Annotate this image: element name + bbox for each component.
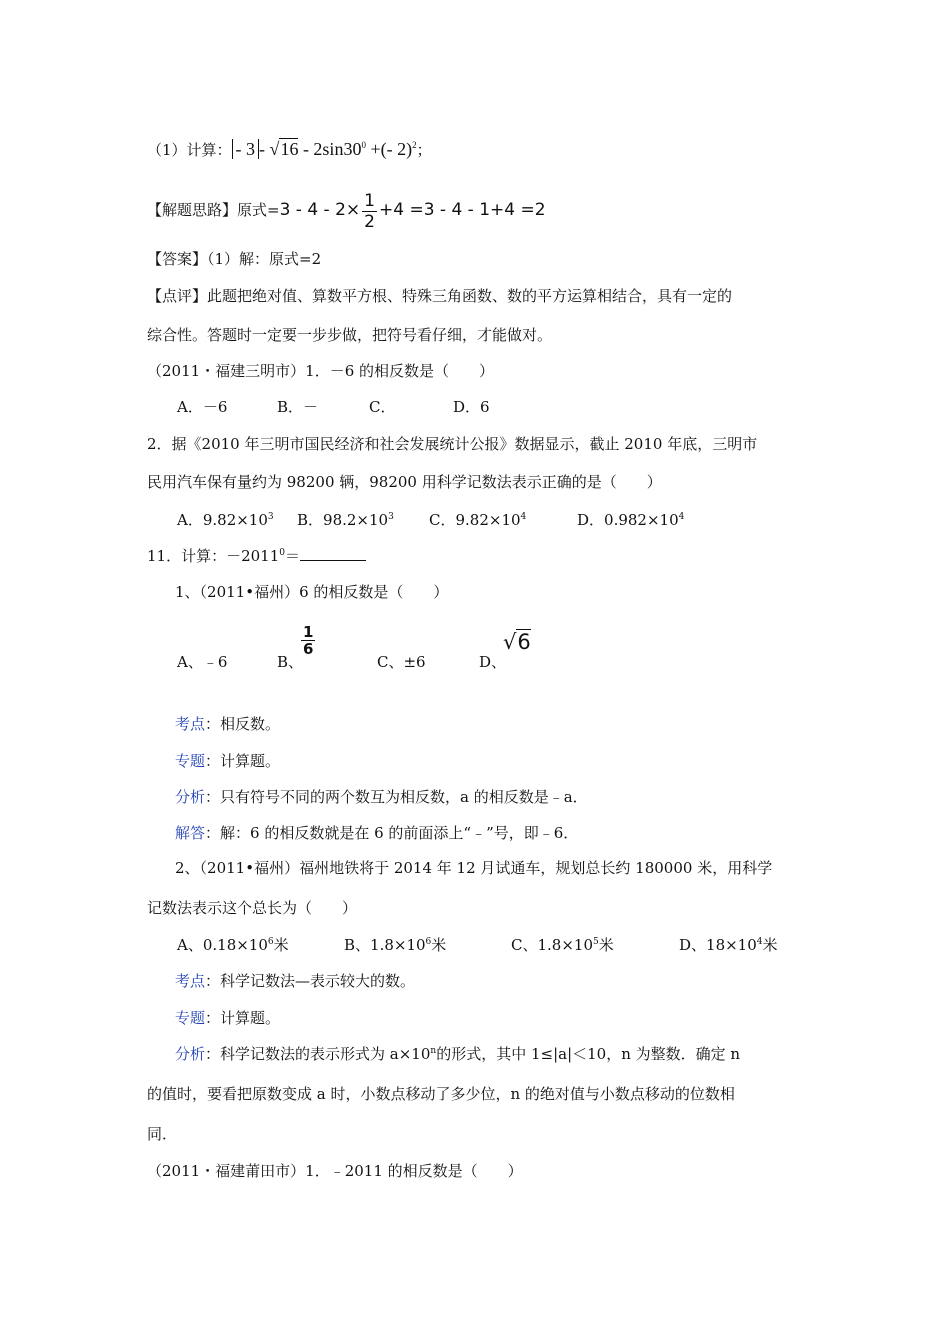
fuzhou-q2-fenxi-3: 同． xyxy=(147,1125,178,1143)
zhuanti-label: 专题 xyxy=(175,1009,206,1027)
minus-sign: - xyxy=(259,139,270,159)
fuzhou-q1-option-b xyxy=(277,623,314,672)
answer-blank xyxy=(300,546,366,561)
solution-pre: 3 - 4 - 2× xyxy=(279,200,361,220)
fenxi-exponent: n xyxy=(430,1046,437,1056)
sqrt-symbol: √ xyxy=(503,630,517,654)
fraction-numerator: 1 xyxy=(303,623,314,641)
option-exponent: 3 xyxy=(267,512,274,522)
putian-q1: （2011・福建莆田市）1．﹣2011 的相反数是（ ） xyxy=(147,1162,523,1180)
fuzhou-q1-jieda xyxy=(175,823,578,843)
kaodian-label: 考点 xyxy=(175,972,206,990)
fraction-numerator: 1 xyxy=(364,190,375,211)
sqrt-six xyxy=(503,632,531,652)
sanming-q1: （2011・福建三明市）1．－6 的相反数是（ ） xyxy=(147,362,495,380)
zhuanti-text: ：计算题。 xyxy=(205,1009,281,1027)
fenxi-text: ：只有符号不同的两个数互为相反数，a 的相反数是﹣a． xyxy=(205,788,588,806)
half-fraction xyxy=(362,191,377,232)
q1-prefix: （1）计算： xyxy=(147,141,232,159)
sanming-q11 xyxy=(147,546,366,566)
jieda-label: 解答 xyxy=(175,824,206,842)
option-label: B、 xyxy=(277,653,304,671)
sqrt-argument: 16 xyxy=(280,139,299,159)
q1-end: ； xyxy=(416,141,432,159)
sanming-q2-option-b xyxy=(297,510,394,530)
sanming-q2-option-d xyxy=(577,510,684,530)
option-unit: 米 xyxy=(598,936,614,954)
option-exponent: 3 xyxy=(388,512,394,522)
fuzhou-q1-fenxi xyxy=(175,787,588,807)
option-unit: 米 xyxy=(273,936,289,954)
option-base: B、1.8×10 xyxy=(344,936,426,954)
option-exponent: 4 xyxy=(520,512,527,522)
option-label: D、 xyxy=(479,653,507,671)
sanming-q1-option-c: C． xyxy=(369,398,396,416)
fuzhou-q2-fenxi-2: 的值时，要看把原数变成 a 时，小数点移动了多少位，n 的绝对值与小数点移动的位数相 xyxy=(147,1085,735,1103)
option-unit: 米 xyxy=(762,936,778,954)
abs-value: - 3 xyxy=(232,139,260,159)
solution-label: 【解题思路】原式= xyxy=(147,201,280,219)
option-base: D、18×10 xyxy=(679,936,757,954)
q1-line xyxy=(147,139,432,160)
square-exponent: 2 xyxy=(412,140,417,150)
fuzhou-q1-option-d xyxy=(479,630,531,672)
fuzhou-q2-option-d xyxy=(679,935,778,955)
option-exponent: 4 xyxy=(756,937,763,947)
fuzhou-q2-zhuanti xyxy=(175,1008,280,1028)
fuzhou-q2-line-1: 2、（2011•福州）福州地铁将于 2014 年 12 月试通车，规划总长约 180000 米，用科学 xyxy=(175,859,773,877)
option-exponent: 5 xyxy=(593,937,599,947)
fuzhou-q2-option-b xyxy=(344,935,446,955)
option-exponent: 4 xyxy=(678,512,685,522)
fuzhou-q2-option-a xyxy=(177,935,289,955)
fuzhou-q1-zhuanti xyxy=(175,751,280,771)
jieda-text: ：解：6 的相反数就是在 6 的前面添上“﹣”号，即﹣6． xyxy=(205,824,579,842)
fenxi-text-cont: 的形式，其中 1≤|a|＜10，n 为整数．确定 n xyxy=(436,1045,741,1063)
zhuanti-text: ：计算题。 xyxy=(205,752,281,770)
q11-equals: ＝ xyxy=(285,547,301,565)
fenxi-text: ：科学记数法的表示形式为 a×10 xyxy=(205,1045,431,1063)
fenxi-label: 分析 xyxy=(175,1045,206,1063)
sin-term: - 2sin30 xyxy=(298,139,362,159)
fuzhou-q1: 1、（2011•福州）6 的相反数是（ ） xyxy=(175,583,449,601)
fuzhou-q2-line-2: 记数法表示这个总长为（ ） xyxy=(147,899,358,917)
degree-exponent: 0 xyxy=(361,140,366,150)
option-base: B．98.2×10 xyxy=(297,511,389,529)
q11-prefix: 11．计算：－2011 xyxy=(147,547,280,565)
option-base: C．9.82×10 xyxy=(429,511,521,529)
sanming-q2-option-a xyxy=(177,510,274,530)
fraction-denominator: 2 xyxy=(364,211,375,232)
kaodian-label: 考点 xyxy=(175,715,206,733)
q1-expression xyxy=(232,139,417,159)
solution-line xyxy=(147,190,546,232)
option-exponent: 6 xyxy=(425,937,432,947)
sqrt-argument: 6 xyxy=(517,630,531,654)
one-sixth-fraction xyxy=(301,624,315,657)
comment-line-1: 【点评】此题把绝对值、算数平方根、特殊三角函数、数的平方运算相结合，具有一定的 xyxy=(147,287,733,305)
q11-exponent: 0 xyxy=(279,548,285,558)
sanming-q2-option-c xyxy=(429,510,526,530)
sanming-q1-option-b: B．－ xyxy=(277,398,319,416)
solution-post: +4 =3 - 4 - 1+4 =2 xyxy=(378,200,546,220)
option-base: A．9.82×10 xyxy=(177,511,268,529)
answer-line: 【答案】（1）解：原式=2 xyxy=(147,250,322,268)
fraction-denominator: 6 xyxy=(303,640,314,658)
sqrt-symbol: √ xyxy=(269,139,280,159)
fuzhou-q1-kaodian xyxy=(175,714,280,734)
fuzhou-q1-option-a: A、﹣6 xyxy=(177,653,228,671)
sanming-q1-option-d: D．6 xyxy=(453,398,490,416)
fuzhou-q2-fenxi-1 xyxy=(175,1044,740,1064)
fuzhou-q2-option-c xyxy=(511,935,614,955)
option-base: C、1.8×10 xyxy=(511,936,593,954)
option-base: D．0.982×10 xyxy=(577,511,679,529)
sanming-q2-line-1: 2．据《2010 年三明市国民经济和社会发展统计公报》数据显示，截止 2010 年底，三明市 xyxy=(147,435,758,453)
fuzhou-q1-option-c: C、±6 xyxy=(377,653,426,671)
option-base: A、0.18×10 xyxy=(177,936,268,954)
option-unit: 米 xyxy=(431,936,447,954)
zhuanti-label: 专题 xyxy=(175,752,206,770)
option-exponent: 6 xyxy=(267,937,274,947)
comment-line-2: 综合性。答题时一定要一步步做，把符号看仔细，才能做对。 xyxy=(147,326,553,344)
sanming-q1-option-a: A．－6 xyxy=(177,398,228,416)
sanming-q2-line-2: 民用汽车保有量约为 98200 辆，98200 用科学记数法表示正确的是（ ） xyxy=(147,473,662,491)
kaodian-text: ：相反数。 xyxy=(205,715,281,733)
square-term: +(- 2) xyxy=(365,139,413,159)
fuzhou-q2-kaodian xyxy=(175,971,415,991)
kaodian-text: ：科学记数法—表示较大的数。 xyxy=(205,972,416,990)
fenxi-label: 分析 xyxy=(175,788,206,806)
